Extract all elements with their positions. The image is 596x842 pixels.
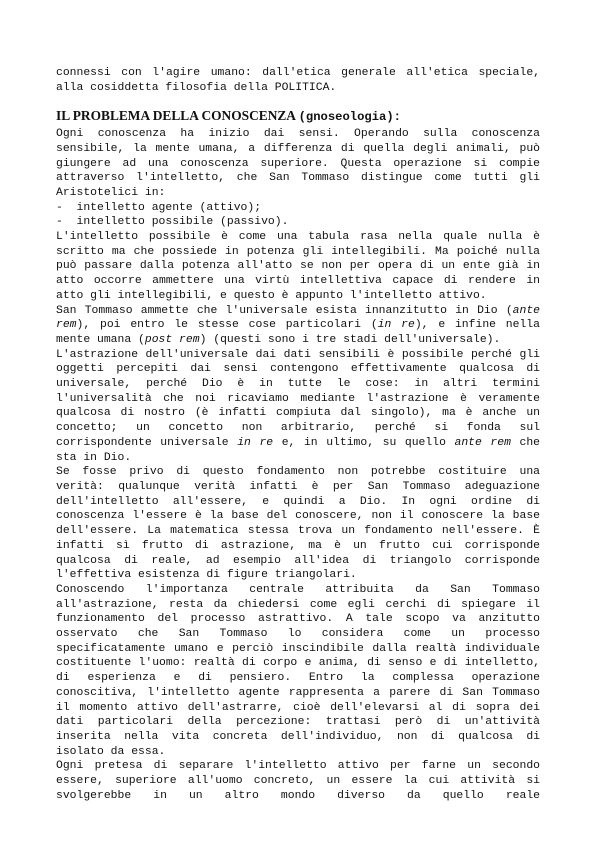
paragraph-astrazione bbox=[56, 348, 540, 466]
intellect-list bbox=[56, 201, 540, 230]
text-run: che sta in Dio. bbox=[56, 436, 541, 464]
text-run: San Tommaso ammette che l'universale esista innanzitutto in Dio ( bbox=[56, 304, 513, 317]
paragraph-processo-astrattivo: Conoscendo l'importanza centrale attribuita da San Tommaso all'astrazione, resta da chiedersi come egli cerchi di spiegare il funzionamento del processo astrattivo. A tale scopo va anzitutto osservato che San Tommaso lo considera come un processo specificatamente umano e perciò inscindibile dalla realtà individuale costituente l'uomo: realtà di corpo e anima, di senso e di intelletto, di esperienza e di pensiero. Entro la complessa operazione conoscitiva, l'intelletto agente rappresenta a parere di San Tommaso il momento attivo dell'astrarre, cioè dell'elevarsi al di sopra dei dati particolari della percezione: trattasi però di un'attività inserita nella vita concreta dell'individuo, non di qualcosa di isolato da essa. bbox=[56, 583, 540, 758]
paragraph-universale bbox=[56, 304, 540, 348]
italic-term: in re bbox=[237, 436, 274, 449]
paragraph-tabula-rasa: L'intelletto possibile è come una tabula rasa nella quale nulla è scritto ma che possiede in potenza gli intellegibili. Ma poiché nulla può passare dalla potenza all'atto se non per opera di un ente già in atto occorre ammettere una virtù intellettiva capace di rendere in atto gli intellegibili, e questo è appunto l'intelletto attivo. bbox=[56, 231, 540, 302]
heading-title: IL PROBLEMA DELLA CONOSCENZA bbox=[56, 108, 296, 124]
text-run: ), e infine nella mente umana ( bbox=[56, 319, 540, 346]
section-heading bbox=[56, 109, 540, 125]
text-run: ), poi entro le stesse cose particolari ( bbox=[76, 319, 378, 332]
heading-subtitle: (gnoseologia): bbox=[298, 110, 401, 125]
intro-paragraph: connessi con l'agire umano: dall'etica generale all'etica speciale, alla cosiddetta filosofia della POLITICA. bbox=[56, 67, 540, 94]
text-run: L'astrazione dell'universale dai dati sensibili è possibile perché gli oggetti percepiti dai sensi contengono effettivamente qualcosa di universale, perché Dio è in tutte le cose: in altri termini l'universalità che noi ricaviamo mediante l'astrazione è veramente qualcosa di nostro (è infatti compiuta dal singolo), ma è anche un concetto; un concetto non arbitrario, perché si fonda sul corrispondente universale bbox=[56, 348, 540, 449]
italic-term: ante rem bbox=[56, 304, 540, 332]
text-run: ) (questi sono i tre stadi dell'universale). bbox=[199, 333, 501, 346]
italic-term: ante rem bbox=[454, 436, 511, 449]
paragraph-senses: Ogni conoscenza ha inizio dai sensi. Operando sulla conoscenza sensibile, la mente umana, a differenza di quella degli animali, può giungere ad una conoscenza superiore. Questa operazione si compie attraverso l'intelletto, che San Tommaso distingue come tutti gli Aristotelici in: bbox=[56, 128, 540, 199]
italic-term: post rem bbox=[144, 333, 200, 346]
text-run: e, in ultimo, su quello bbox=[273, 436, 455, 449]
document-page bbox=[56, 66, 540, 803]
list-item: - intelletto agente (attivo); bbox=[56, 201, 262, 214]
paragraph-intelletto-attivo: Ogni pretesa di separare l'intelletto attivo per farne un secondo essere, superiore all'uomo concreto, un essere la cui attività si svolgerebbe in un altro mondo diverso da quello reale bbox=[56, 760, 540, 802]
italic-term: in re bbox=[377, 319, 415, 332]
list-item: - intelletto possibile (passivo). bbox=[56, 216, 289, 229]
paragraph-verita: Se fosse privo di questo fondamento non potrebbe costituire una verità: qualunque verità infatti è per San Tommaso adeguazione dell'intelletto all'essere, e quindi a Dio. In ogni ordine di conoscenza l'essere è la base del conoscere, non il conoscere la base dell'essere. La matematica stessa trova un fondamento nell'essere. È infatti sì frutto di astrazione, ma è un frutto cui corrisponde qualcosa di reale, ad esempio all'idea di triangolo corrisponde l'effettiva esistenza di figure triangolari. bbox=[56, 466, 540, 582]
